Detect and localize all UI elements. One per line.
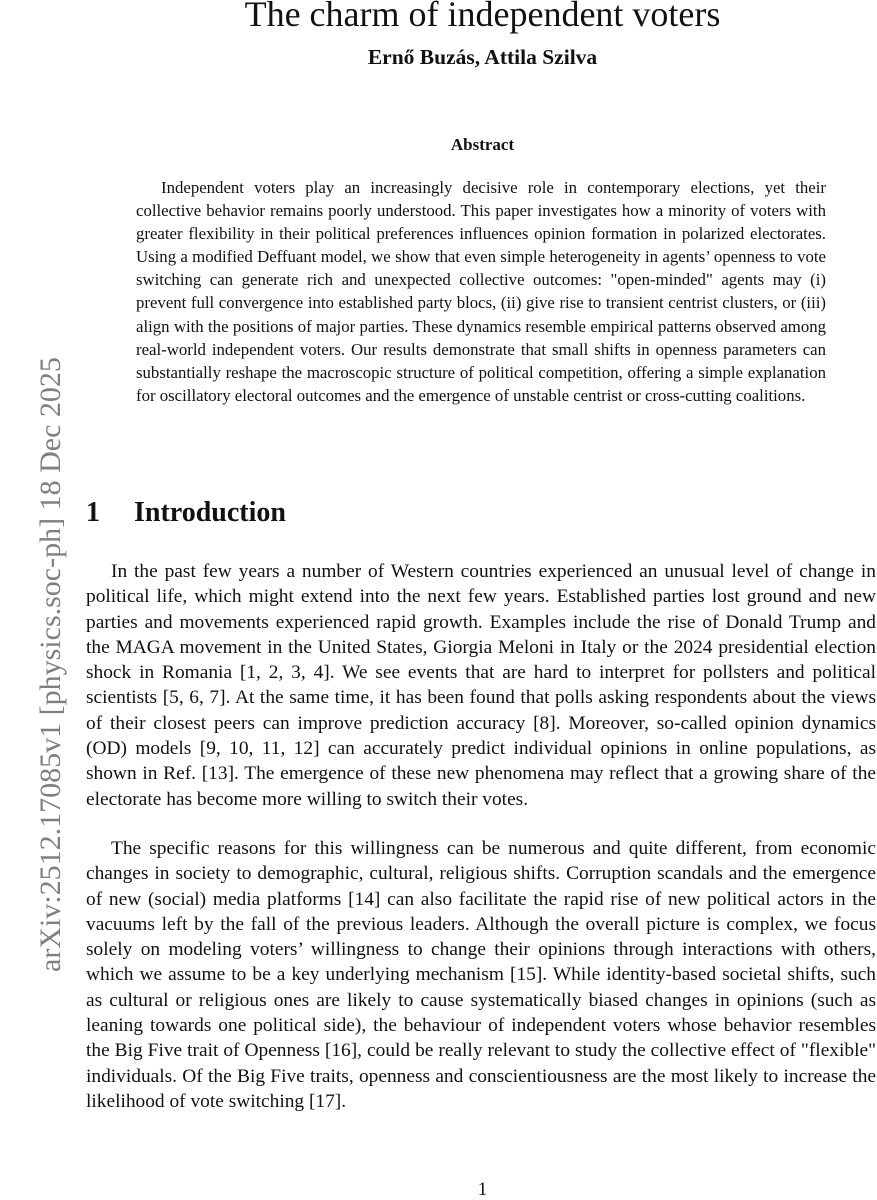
section-heading [86,496,286,530]
body-paragraph: The specific reasons for this willingness can be numerous and quite different, from economic changes in society to demographic, cultural, religious shifts. Corruption scandals and the emergence of new (social) media platforms [14] can also facilitate the rapid rise of new political actors in the vacuums left by the fall of the previous leaders. Although the overall picture is complex, we focus solely on modeling voters’ willingness to change their opinions through interactions with others, which we assume to be a key underlying mechanism [15]. While identity-based societal shifts, such as cultural or religious ones are likely to cause systematically biased changes in opinions (such as leaning towards one political side), the behaviour of independent voters whose behavior resembles the Big Five trait of Openness [16], could be really relevant to study the collective effect of "flexible" individuals. Of the Big Five traits, openness and conscientiousness are the most likely to increase the likelihood of vote switching [17]. [86,838,876,1112]
abstract-text: Independent voters play an increasingly decisive role in contemporary elections, yet their collective behavior remains poorly understood. This paper investigates how a minority of voters with greater flexibility in their political preferences influences opinion formation in polarized electorates. Using a modified Deffuant model, we show that even simple heterogeneity in agents’ openness to vote switching can generate rich and unexpected collective outcomes: "open-minded" agents may (i) prevent full convergence into established party blocs, (ii) give rise to transient centrist clusters, or (iii) align with the positions of major parties. These dynamics resemble empirical patterns observed among real-world independent voters. Our results demonstrate that small shifts in openness parameters can substantially reshape the macroscopic structure of political competition, offering a simple explanation for oscillatory electoral outcomes and the emergence of unstable centrist or cross-cutting coalitions. [136,178,826,405]
abstract-heading: Abstract [450,135,515,154]
paper-title: The charm of independent voters [244,0,721,34]
section-number: 1 [86,497,100,528]
arxiv-identifier: arXiv:2512.17085v1 [physics.soc-ph] 18 Dec 2025 [34,357,67,972]
section-title: Introduction [134,497,286,528]
page-number: 1 [477,1179,488,1200]
body-paragraph: In the past few years a number of Western countries experienced an unusual level of change in political life, which might extend into the next few years. Established parties lost ground and new parties and movements experienced rapid growth. Examples include the rise of Donald Trump and the MAGA movement in the United States, Giorgia Meloni in Italy or the 2024 presidential election shock in Romania [1, 2, 3, 4]. We see events that are hard to interpret for pollsters and political scientists [5, 6, 7]. At the same time, it has been found that polls asking respondents about the views of their closest peers can improve prediction accuracy [8]. Moreover, so-called opinion dynamics (OD) models [9, 10, 11, 12] can accurately predict individual opinions in online populations, as shown in Ref. [13]. The emergence of these new phenomena may reflect that a growing share of the electorate has become more willing to switch their votes. [86,561,876,810]
paper-authors: Ernő Buzás, Attila Szilva [367,45,598,69]
